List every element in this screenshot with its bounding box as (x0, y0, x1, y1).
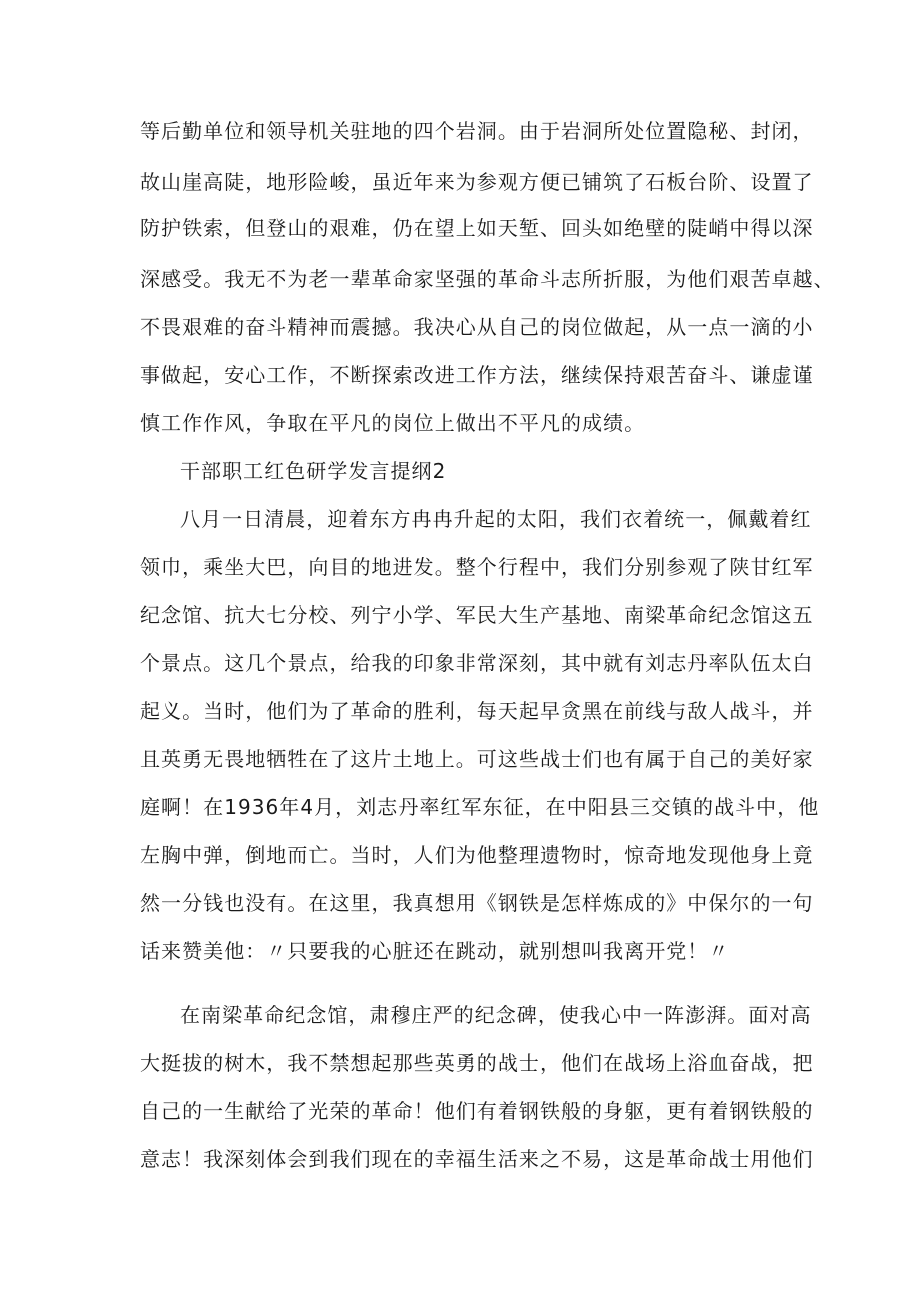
text-line: 慎工作作风，争取在平凡的岗位上做出不平凡的成绩。 (140, 411, 646, 435)
text-line: 左胸中弹，倒地而亡。当时，人们为他整理遗物时，惊奇地发现他身上竟 (140, 843, 814, 867)
text-line: 起义。当时，他们为了革命的胜利，每天起早贪黑在前线与敌人战斗，并 (140, 699, 814, 723)
text-line: 自己的一生献给了光荣的革命！他们有着钢铁般的身躯，更有着钢铁般的 (140, 1099, 814, 1123)
text-line: 意志！我深刻体会到我们现在的幸福生活来之不易，这是革命战士用他们 (140, 1147, 814, 1171)
text-line: 领巾，乘坐大巴，向目的地进发。整个行程中，我们分别参观了陕甘红军 (140, 555, 814, 579)
text-line: 不畏艰难的奋斗精神而震撼。我决心从自己的岗位做起，从一点一滴的小 (140, 315, 814, 339)
text-line: 事做起，安心工作，不断探索改进工作方法，继续保持艰苦奋斗、谦虚谨 (140, 363, 814, 387)
text-line: 且英勇无畏地牺牲在了这片土地上。可这些战士们也有属于自己的美好家 (140, 747, 814, 771)
text-line: 个景点。这几个景点，给我的印象非常深刻，其中就有刘志丹率队伍太白 (140, 651, 814, 675)
text-line: 话来赞美他：〃只要我的心脏还在跳动，就别想叫我离开党！〃 (140, 939, 730, 963)
text-line: 然一分钱也没有。在这里，我真想用《钢铁是怎样炼成的》中保尔的一句 (140, 891, 814, 915)
text-line: 等后勤单位和领导机关驻地的四个岩洞。由于岩洞所处位置隐秘、封闭， (140, 119, 814, 143)
text-line: 庭啊！在1936年4月，刘志丹率红军东征，在中阳县三交镇的战斗中，他 (140, 795, 820, 819)
text-line: 在南梁革命纪念馆，肃穆庄严的纪念碑，使我心中一阵澎湃。面对高 (180, 1003, 812, 1027)
section-heading: 干部职工红色研学发言提纲2 (180, 459, 447, 483)
text-line: 故山崖高陡，地形险峻，虽近年来为参观方便已铺筑了石板台阶、设置了 (140, 170, 814, 194)
text-line: 防护铁索，但登山的艰难，仍在望上如天堑、回头如绝壁的陡峭中得以深 (140, 216, 814, 240)
text-line: 深感受。我无不为老一辈革命家坚强的革命斗志所折服，为他们艰苦卓越、 (140, 267, 835, 291)
text-line: 八月一日清晨，迎着东方冉冉升起的太阳，我们衣着统一，佩戴着红 (180, 507, 812, 531)
text-line: 纪念馆、抗大七分校、列宁小学、军民大生产基地、南梁革命纪念馆这五 (140, 603, 814, 627)
text-line: 大挺拔的树木，我不禁想起那些英勇的战士，他们在战场上浴血奋战，把 (140, 1051, 814, 1075)
